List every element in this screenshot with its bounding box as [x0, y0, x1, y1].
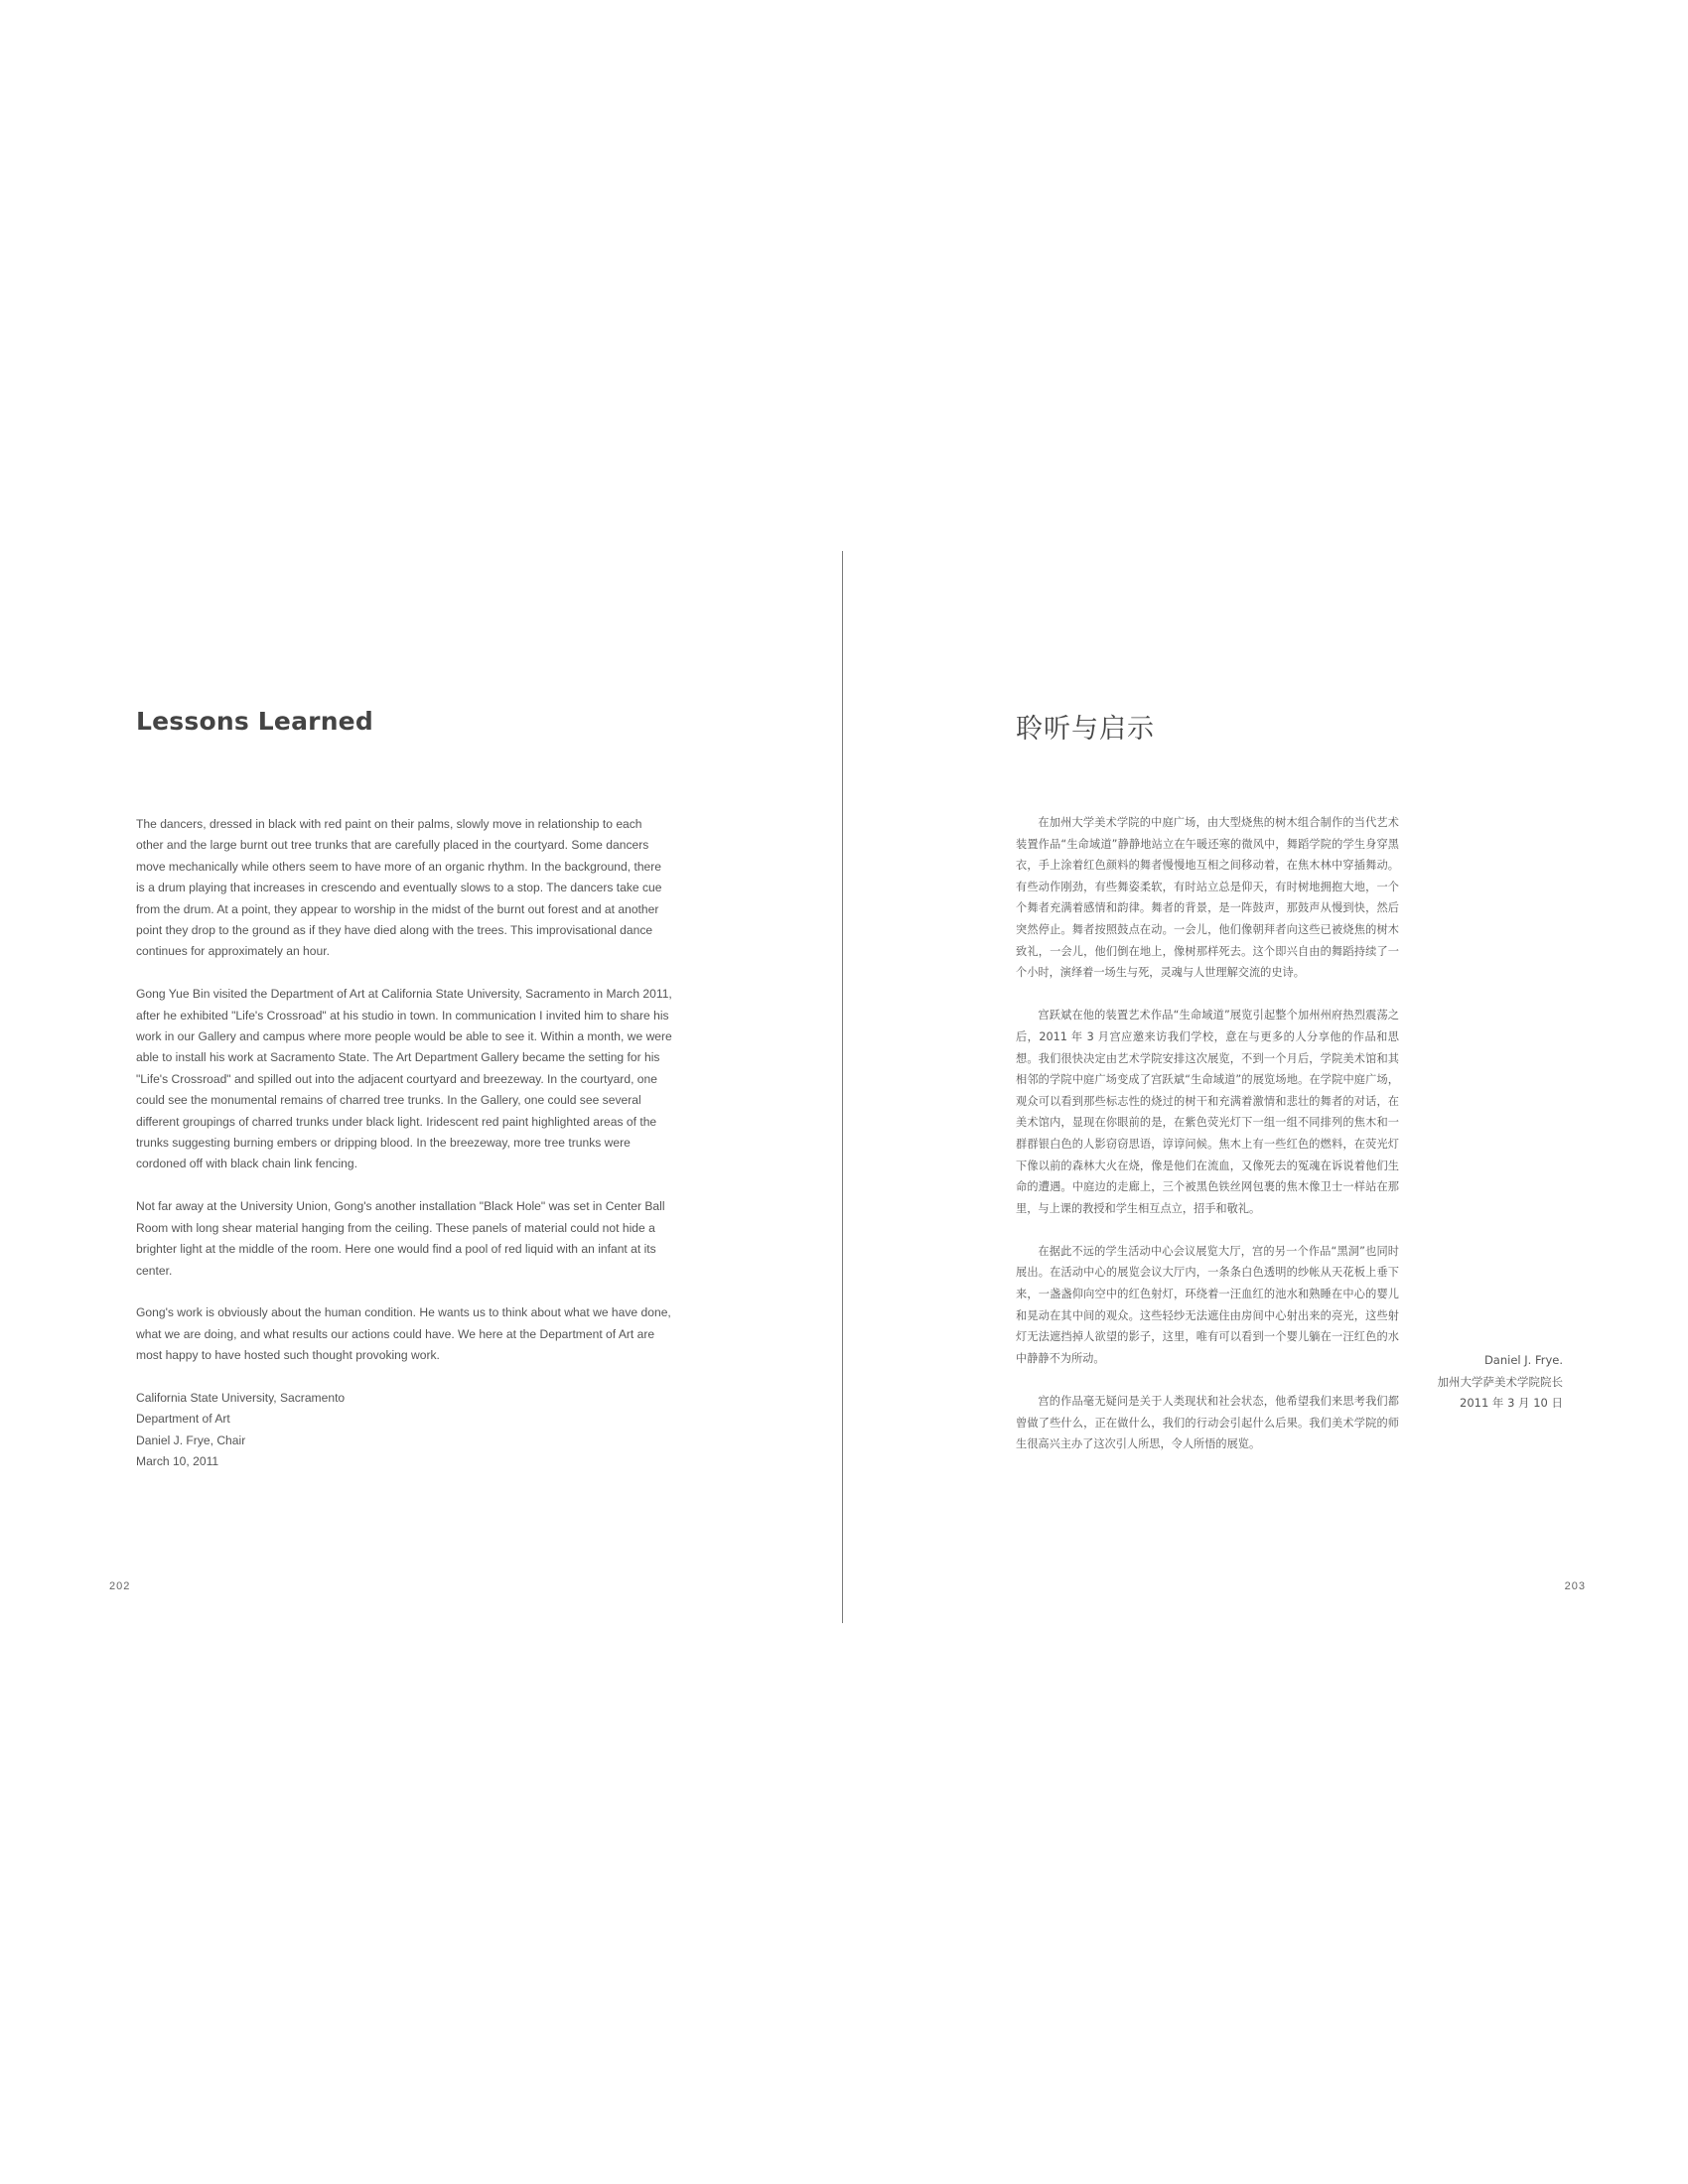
page-title-english: Lessons Learned — [136, 707, 373, 736]
signature-block-chinese — [1438, 1350, 1564, 1415]
signature-date-cn: 2011 年 3 月 10 日 — [1460, 1396, 1563, 1411]
paragraph-4-cn: 宫的作品毫无疑问是关于人类现状和社会状态，他希望我们来思考我们都曾做了些什么，正在做什么，我们的行动会引起什么后果。我们美术学院的师生很高兴主办了这次引人所思，令人所悟的展览。 — [1016, 1395, 1399, 1451]
english-body-text — [136, 814, 672, 1473]
signature-name: Daniel J. Frye, Chair — [136, 1433, 246, 1447]
page-number-left: 202 — [109, 1580, 131, 1592]
left-page — [0, 0, 842, 2184]
signature-title-cn: 加州大学萨美术学院院长 — [1437, 1374, 1563, 1389]
paragraph-2: Gong Yue Bin visited the Department of Art at California State University, Sacramento in March 2011, after he exhibited "Life's Crossroad" at his studio in town. In communication I invited him to share his work in our Gallery and campus where more people would be able to see it. Within a month, we were able to install his work at Sacramento State. The Art Department Gallery became the setting for his "Life's Crossroad" and spilled out into the adjacent courtyard and breezeway. In the courtyard, one could see the monumental remains of charred tree trunks. In the Gallery, one could see several different groupings of charred trunks under black light. Iridescent red paint highlighted areas of the trunks suggesting burning embers or dripping blood. In the breezeway, more tree trunks were cordoned off with black chain link fencing. — [136, 987, 672, 1171]
paragraph-3: Not far away at the University Union, Gong's another installation "Black Hole" was set in Center Ball Room with long shear material hanging from the ceiling. These panels of material could not hide a brighter light at the middle of the room. Here one would find a pool of red liquid with an infant at its center. — [136, 1199, 665, 1278]
page-title-chinese: 聆听与启示 — [1016, 714, 1155, 745]
paragraph-2-cn: 宫跃斌在他的装置艺术作品“生命域道”展览引起整个加州州府热烈震荡之后，2011 年 3 月宫应邀来访我们学校，意在与更多的人分享他的作品和思想。我们很快决定由艺术学院安排这次展览，不到一个月后，学院美术馆和其相邻的学院中庭广场变成了宫跃斌“生命域道”的展览场地。在学院中庭广场，观众可以看到那些标志性的烧过的树干和充满着激情和悲壮的舞者的对话，在美术馆内，显现在你眼前的是，在紫色荧光灯下一组一组不同排列的焦木和一群群银白色的人影窃窃思语，谆谆问候。焦木上有一些红色的燃料，在荧光灯下像以前的森林大火在烧，像是他们在流血，又像死去的冤魂在诉说着他们生命的遭遇。中庭边的走廊上，三个被黑色铁丝网包裹的焦木像卫士一样站在那里，与上课的教授和学生相互点立，招手和敬礼。 — [1016, 1009, 1399, 1215]
paragraph-1-cn: 在加州大学美术学院的中庭广场，由大型烧焦的树木组合制作的当代艺术装置作品“生命域道”静静地站立在午暖还寒的微风中，舞蹈学院的学生身穿黑衣，手上涂着红色颜料的舞者慢慢地互相之间移动着，在焦木林中穿插舞动。有些动作刚劲，有些舞姿柔软，有时站立总是仰天，有时树地拥抱大地，一个个舞者充满着感情和韵律。舞者的背景，是一阵鼓声，那鼓声从慢到快，然后突然停止。舞者按照鼓点在动。一会儿，他们像朝拜者向这些已被烧焦的树木致礼，一会儿，他们倒在地上，像树那样死去。这个即兴自由的舞蹈持续了一个小时，演绎着一场生与死，灵魂与人世理解交流的史诗。 — [1016, 816, 1399, 980]
signature-date: March 10, 2011 — [136, 1454, 219, 1469]
signature-department: Department of Art — [136, 1412, 230, 1427]
signature-block-english — [136, 1388, 672, 1473]
signature-name-cn: Daniel J. Frye. — [1483, 1353, 1563, 1367]
chinese-body-text — [1016, 812, 1399, 1476]
paragraph-1: The dancers, dressed in black with red paint on their palms, slowly move in relationship to each other and the large burnt out tree trunks that are carefully placed in the courtyard. Some dancers move mechanically while others seem to have more of an organic rhythm. In the background, there is a drum playing that increases in crescendo and eventually slows to a stop. The dancers take cue from the drum. At a point, they appear to worship in the midst of the burnt out forest and at another point they drop to the ground as if they have died along with the trees. This improvisational dance continues for approximately an hour. — [136, 817, 662, 959]
paragraph-4: Gong's work is obviously about the human condition. He wants us to think about what we have done, what we are doing, and what results our actions could have. We here at the Department of Art are most happy to have hosted such thought provoking work. — [136, 1305, 671, 1363]
signature-institution: California State University, Sacramento — [136, 1390, 346, 1405]
right-page — [843, 0, 1688, 2184]
page-number-right: 203 — [1564, 1580, 1586, 1592]
paragraph-3-cn: 在据此不远的学生活动中心会议展览大厅，宫的另一个作品“黑洞”也同时展出。在活动中心的展览会议大厅内，一条条白色透明的纱帐从天花板上垂下来，一盏盏仰向空中的红色射灯，环绕着一汪血红的池水和熟睡在中心的婴儿和晃动在其中间的观众。这些轻纱无法遮住由房间中心射出来的亮光，这些射灯无法遮挡掉人欲望的影子，这里，唯有可以看到一个婴儿躺在一汪红色的水中静静不为所动。 — [1016, 1244, 1399, 1365]
